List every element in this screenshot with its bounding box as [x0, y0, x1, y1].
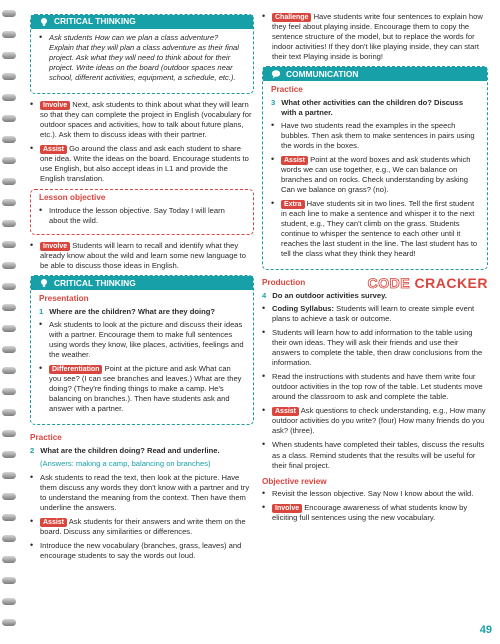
lesson-objective-box	[30, 189, 254, 235]
question-2: 2 What are the children doing? Read and underline.	[30, 446, 220, 456]
critical-thinking-box-2	[30, 275, 254, 425]
critical-thinking-header: CRITICAL THINKING	[31, 15, 253, 29]
list-item: • Assist Point at the word boxes and ask students which words we can use together, e.g., We can balance on branches and on rocks. Check understanding by asking Can we balance on grass? (no).	[271, 155, 479, 195]
left-column	[30, 0, 254, 565]
spiral-ring	[2, 346, 16, 353]
challenge-bullets	[262, 12, 488, 62]
speech-bubble-icon	[271, 69, 281, 79]
list-item: • Involve Next, ask students to think about what they will learn so that they can complete the project in English (vocabulary for outdoor spaces and activities, how to talk about future plans, etc.). Ask them to discuss ideas with their partner.	[30, 100, 254, 140]
question-4: 4 Do an outdoor activities survey.	[262, 291, 387, 301]
list-item: • Students will learn how to add information to the table using their own ideas. They will ask their friends and use their answers to complete the table, then draw conclusions from the information.	[262, 328, 488, 368]
spiral-ring	[2, 31, 16, 38]
spiral-ring	[2, 262, 16, 269]
communication-box	[262, 66, 488, 270]
list-item: • Read the instructions with students and have them write four outdoor activities in the top row of the table. Let students move around the classroom to ask and complete the table.	[262, 372, 488, 402]
list-item: • Introduce the lesson objective. Say Today I will learn about the wild.	[39, 206, 245, 226]
critical-thinking-header: CRITICAL THINKING	[31, 276, 253, 290]
spiral-ring	[2, 199, 16, 206]
page-number: 49	[479, 624, 492, 637]
list-item: • Assist Ask students for their answers and write them on the board. Discuss any similarities or differences.	[30, 517, 254, 537]
spiral-ring	[2, 94, 16, 101]
critical-thinking-box-1	[30, 14, 254, 94]
list-item: • Ask students How can we plan a class adventure? Explain that they will plan a class adventure as their final project. Ask what they will need to think about for their project. Write ideas on the board (outdoor spaces near school, different activities, equipment, a schedule, etc.).	[39, 33, 245, 83]
objective-review-bullets	[262, 489, 488, 523]
spiral-ring	[2, 367, 16, 374]
presentation-label: Presentation	[39, 294, 89, 304]
list-item: • Differentiation Point at the picture and ask What can you see? (I can see branches and leaves.) What are they doing? (They're finding things to make a camp. He's balancing on branches.). Then have students ask and answer with a partner.	[39, 364, 245, 414]
communication-body	[263, 81, 487, 269]
spiral-ring	[2, 73, 16, 80]
spiral-ring	[2, 115, 16, 122]
extra-tag: Extra	[281, 200, 305, 209]
spiral-ring	[2, 157, 16, 164]
question-3: 3 What other activities can the children do? Discuss with a partner.	[271, 97, 464, 117]
spiral-ring	[2, 241, 16, 248]
critical-thinking-body	[31, 29, 253, 93]
answers-text: (Answers: making a camp, balancing on branches)	[40, 459, 211, 469]
list-item: • Ask students to look at the picture and discuss their ideas with a partner. Encourage them to make full sentences using words they know, like places, activities, feelings and the weather.	[39, 320, 245, 360]
spiral-ring	[2, 409, 16, 416]
lightbulb-icon	[39, 17, 49, 27]
involve-tag: Involve	[40, 242, 70, 251]
spiral-ring	[2, 535, 16, 542]
list-item: • Have two students read the examples in the speech bubbles. Then ask them to make sentences in pairs using the words in the boxes.	[271, 121, 479, 151]
spiral-ring	[2, 451, 16, 458]
communication-header: COMMUNICATION	[263, 67, 487, 81]
assist-tag: Assist	[40, 518, 67, 527]
practice-label: Practice	[271, 85, 303, 95]
list-item: • Extra Have students sit in two lines. Tell the first student in each line to make a sentence and whisper it to the next student, e.g., They can't climb on the grass. Students continue to whisper the sentence to each other until it reaches the last student in the line. The last student has to tell the class what they think they heard!	[271, 199, 479, 259]
spiral-ring	[2, 220, 16, 227]
spiral-ring	[2, 514, 16, 521]
involve-bullets	[30, 241, 254, 271]
list-item: • Assist Ask questions to check understanding, e.g., How many outdoor activities do you write? (four) How many friends do you ask? (three).	[262, 406, 488, 436]
intro-bullets	[30, 100, 254, 184]
spiral-ring	[2, 556, 16, 563]
question-1: 1 Where are the children? What are they doing?	[39, 307, 216, 317]
assist-tag: Assist	[281, 156, 308, 165]
list-item: • Challenge Have students write four sentences to explain how they feel about playing inside. Encourage them to copy the sentence structure of the model, but to replace the words for indoor activities! If they don't like playing inside, they can start their text Playing inside is boring!	[262, 12, 488, 62]
spiral-ring	[2, 283, 16, 290]
involve-tag: Involve	[272, 504, 302, 513]
production-label: Production	[262, 278, 306, 288]
spiral-ring	[2, 577, 16, 584]
spiral-ring	[2, 52, 16, 59]
code-cracker-logo: CODE CRACKER	[367, 275, 488, 292]
spiral-ring	[2, 472, 16, 479]
challenge-tag: Challenge	[272, 13, 311, 22]
spiral-ring	[2, 304, 16, 311]
assist-tag: Assist	[40, 145, 67, 154]
involve-tag: Involve	[40, 101, 70, 110]
differentiation-tag: Differentiation	[49, 365, 102, 374]
spiral-ring	[2, 598, 16, 605]
spiral-ring	[2, 430, 16, 437]
spiral-ring	[2, 619, 16, 626]
list-item: • Assist Go around the class and ask each student to share one idea. Write the ideas on the board. Encourage students to use English, but also accept ideas in L1 and provide the English translation.	[30, 144, 254, 184]
objective-review-label: Objective review	[262, 476, 327, 486]
practice-label: Practice	[30, 433, 62, 443]
lesson-objective-label: Lesson objective	[39, 193, 106, 203]
spiral-ring	[2, 325, 16, 332]
spiral-ring	[2, 178, 16, 185]
list-item: • Involve Students will learn to recall and identify what they already know about the wild and learn some new language to be able to discuss those ideas in English.	[30, 241, 254, 271]
list-item: • Coding Syllabus: Students will learn to create simple event plans to achieve a task or outcome.	[262, 304, 488, 324]
spiral-ring	[2, 136, 16, 143]
presentation-body	[31, 290, 253, 424]
assist-tag: Assist	[272, 407, 299, 416]
spiral-ring	[2, 10, 16, 17]
production-section	[262, 275, 488, 470]
practice-bullets	[30, 473, 254, 561]
list-item: • When students have completed their tables, discuss the results as a class. Remind students that the results will be useful for their final project.	[262, 440, 488, 470]
spiral-binding	[0, 0, 18, 644]
list-item: • Revisit the lesson objective. Say Now I know about the wild.	[262, 489, 488, 499]
list-item: • Ask students to read the text, then look at the picture. Have them discuss any words they don't know with a partner and try to understand the meaning from the context. Then have them underline the answers.	[30, 473, 254, 513]
spiral-ring	[2, 493, 16, 500]
list-item: • Introduce the new vocabulary (branches, grass, leaves) and encourage students to say the words out loud.	[30, 541, 254, 561]
right-column	[262, 0, 488, 527]
list-item: • Involve Encourage awareness of what students know by eliciting full sentences using the new vocabulary.	[262, 503, 488, 523]
spiral-ring	[2, 388, 16, 395]
lightbulb-icon	[39, 278, 49, 288]
